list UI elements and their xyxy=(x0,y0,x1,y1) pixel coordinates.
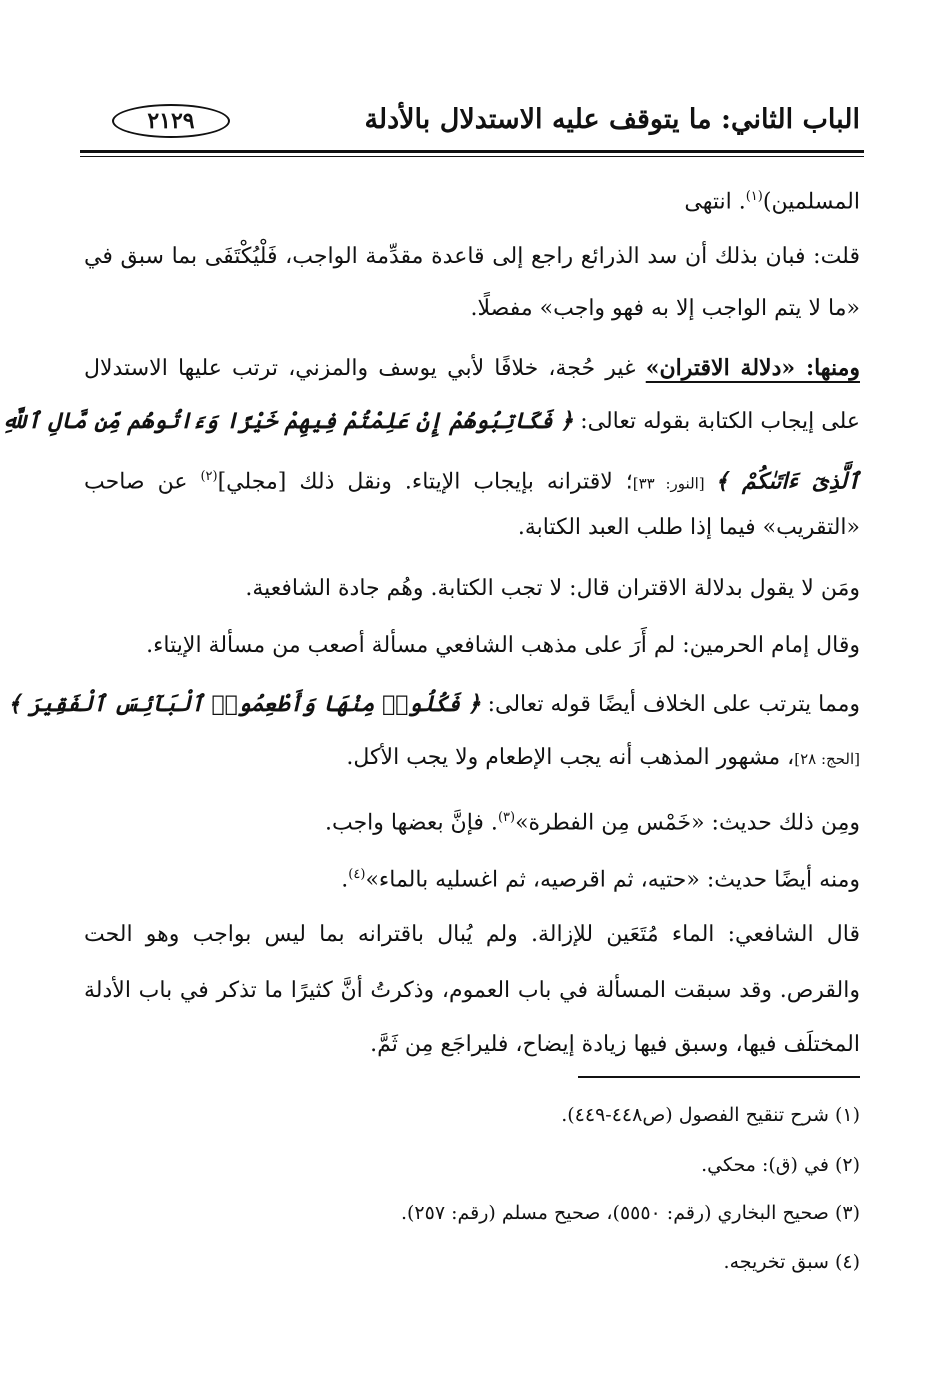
header-rule-thin xyxy=(80,156,864,157)
text-segment: ومنه أيضًا حديث: «حتيه، ثم اقرصيه، ثم اغسليه بالماء» xyxy=(365,867,860,893)
footnote-4: (٤) سبق تخريجه. xyxy=(723,1251,860,1273)
text-line-7: «التقريب» فيما إذا طلب العبد الكتابة. xyxy=(517,515,860,540)
text-segment: . انتهى xyxy=(684,189,746,215)
text-line-5 xyxy=(1,406,860,437)
footnote-separator xyxy=(578,1076,860,1078)
verse-reference: [الحج: ٢٨] xyxy=(794,750,860,768)
text-segment: ومِن ذلك حديث: «خَمْس مِن الفطرة» xyxy=(515,810,860,836)
text-line-10 xyxy=(8,689,860,720)
chapter-title: الباب الثاني: ما يتوقف عليه الاستدلال بالأدلة xyxy=(364,104,860,135)
page-number: ٢١٢٩ xyxy=(112,104,230,138)
text-line-14: قال الشافعي: الماء مُتَعَين للإزالة. ولم يُبال باقترانه بما ليس بواجب وهو الحت xyxy=(84,922,860,947)
text-line-15: والقرص. وقد سبقت المسألة في باب العموم، وذكرتُ أنَّ كثيرًا ما تذكر في باب الأدلة xyxy=(84,978,860,1003)
footnote-2: (٢) في (ق): محكي. xyxy=(701,1154,860,1176)
footnote-ref-2: (٢) xyxy=(200,469,218,484)
quran-verse: ٱلَّذِىٓ ءَاتَىٰكُمْ ﴾ xyxy=(715,468,860,495)
footnote-1: (١) شرح تنقيح الفصول (ص٤٤٨-٤٤٩). xyxy=(561,1104,860,1126)
text-segment: على إيجاب الكتابة بقوله تعالى: xyxy=(573,409,860,434)
text-line-11 xyxy=(84,743,860,774)
text-line-13 xyxy=(84,860,860,895)
section-heading: ومنها: «دلالة الاقتران» xyxy=(645,355,860,381)
footnote-3: (٣) صحيح البخاري (رقم: ٥٥٥٠)، صحيح مسلم (رقم: ٢٥٧). xyxy=(400,1202,860,1224)
quran-verse: ﴿ فَكَاتِبُوهُمْ إِنْ عَلِمْتُمْ فِيهِمْ خَيْرًا وَءَاتُوهُم مِّن مَّالِ ٱللَّهِ xyxy=(1,408,574,434)
text-segment: ومما يترتب على الخلاف أيضًا قوله تعالى: xyxy=(480,692,860,717)
quran-verse: ﴿ فَكُلُوا۟ مِنْهَا وَأَطْعِمُوا۟ ٱلْبَآئِسَ ٱلْفَقِيرَ ﴾ xyxy=(8,691,481,717)
text-line-9: وقال إمام الحرمين: لم أَرَ على مذهب الشافعي مسألة أصعب من مسألة الإيتاء. xyxy=(146,633,860,658)
text-line-2: قلت: فبان بذلك أن سد الذرائع راجع إلى قاعدة مقدِّمة الواجب، فَلْيُكْتَفَى بما سبق في xyxy=(84,244,860,269)
text-line-8: ومَن لا يقول بدلالة الاقتران قال: لا تجب الكتابة. وهُم جادة الشافعية. xyxy=(245,576,860,601)
footnote-ref-4: (٤) xyxy=(348,867,366,882)
text-segment: ، مشهور المذهب أنه يجب الإطعام ولا يجب الأكل. xyxy=(346,745,795,770)
verse-reference: [النور: ٣٣] xyxy=(632,474,716,493)
text-line-4 xyxy=(84,353,860,384)
page-header xyxy=(78,100,866,146)
text-line-6 xyxy=(84,462,860,498)
text-segment: . فإنَّ بعضها واجب. xyxy=(324,810,498,836)
text-line-3: «ما لا يتم الواجب إلا به فهو واجب» مفصلًا. xyxy=(470,296,860,321)
footnote-ref-3: (٣) xyxy=(497,810,516,825)
text-segment: المسلمين) xyxy=(762,189,860,215)
footnote-ref-1: (١) xyxy=(745,189,763,204)
text-line-16: المختلَف فيها، وسبق فيها زيادة إيضاح، فليراجَع مِن ثَمَّ. xyxy=(370,1032,860,1057)
text-segment: غير حُجة، خلافًا لأبي يوسف والمزني، ترتب عليها الاستدلال xyxy=(84,356,646,381)
text-segment: ؛ لاقترانه بإيجاب الإيتاء. ونقل ذلك [مجلي] xyxy=(217,469,633,495)
header-rule xyxy=(80,150,864,153)
text-line-1 xyxy=(84,182,860,217)
text-segment: عن صاحب xyxy=(84,469,201,495)
text-segment: . xyxy=(341,867,349,893)
text-line-12 xyxy=(84,803,860,838)
